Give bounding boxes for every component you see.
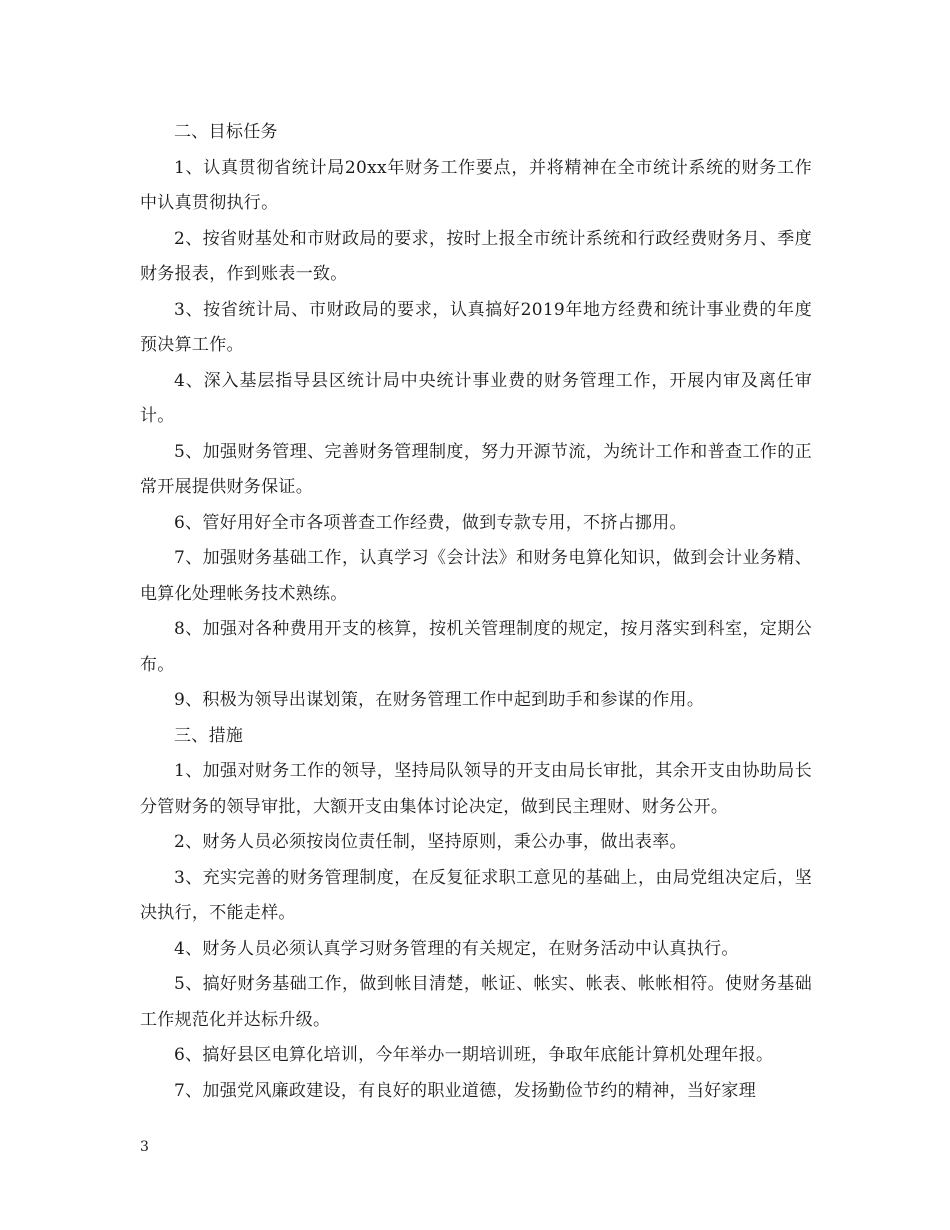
- goal-item-9: 9、积极为领导出谋划策，在财务管理工作中起到助手和参谋的作用。: [174, 690, 705, 710]
- goal-item-6: 6、管好用好全市各项普查工作经费，做到专款专用，不挤占挪用。: [174, 512, 687, 533]
- measure-item-4: 4、财务人员必须认真学习财务管理的有关规定，在财务活动中认真执行。: [174, 938, 739, 959]
- section-heading-measures: 三、措施: [174, 725, 244, 746]
- page-number: 3: [140, 1139, 149, 1155]
- goal-item-4: 4、深入基层指导县区统计局中央统计事业费的财务管理工作，开展内审及离任审计。: [140, 370, 812, 426]
- measure-item-2: 2、财务人员必须按岗位责任制，坚持原则，秉公办事，做出表率。: [174, 832, 687, 852]
- measure-item-1: 1、加强对财务工作的领导，坚持局队领导的开支由局长审批，其余开支由协助局长分管财务的领导审批，大额开支由集体讨论决定，做到民主理财、财务公开。: [140, 761, 812, 817]
- goal-item-8: 8、加强对各种费用开支的核算，按机关管理制度的规定，按月落实到科室，定期公布。: [140, 619, 812, 675]
- measure-item-3: 3、充实完善的财务管理制度，在反复征求职工意见的基础上，由局党组决定后，坚决执行，不能走样。: [140, 867, 812, 923]
- document-body: [140, 115, 812, 1109]
- goal-item-5: 5、加强财务管理、完善财务管理制度，努力开源节流，为统计工作和普查工作的正常开展提供财务保证。: [140, 441, 812, 497]
- goal-item-2: 2、按省财基处和市财政局的要求，按时上报全市统计系统和行政经费财务月、季度财务报表，作到账表一致。: [140, 228, 812, 284]
- goal-item-3: 3、按省统计局、市财政局的要求，认真搞好2019年地方经费和统计事业费的年度预决算工作。: [140, 299, 812, 355]
- measure-item-6: 6、搞好县区电算化培训，今年举办一期培训班，争取年底能计算机处理年报。: [174, 1045, 774, 1065]
- measure-item-5: 5、搞好财务基础工作，做到帐目清楚，帐证、帐实、帐表、帐帐相符。使财务基础工作规范化并达标升级。: [140, 974, 812, 1030]
- section-heading-goals: 二、目标任务: [174, 122, 278, 142]
- goal-item-7: 7、加强财务基础工作，认真学习《会计法》和财务电算化知识，做到会计业务精、电算化处理帐务技术熟练。: [140, 548, 812, 604]
- goal-item-1: 1、认真贯彻省统计局20xx年财务工作要点，并将精神在全市统计系统的财务工作中认真贯彻执行。: [140, 157, 812, 213]
- measure-item-7: 7、加强党风廉政建设，有良好的职业道德，发扬勤俭节约的精神，当好家理: [174, 1080, 757, 1101]
